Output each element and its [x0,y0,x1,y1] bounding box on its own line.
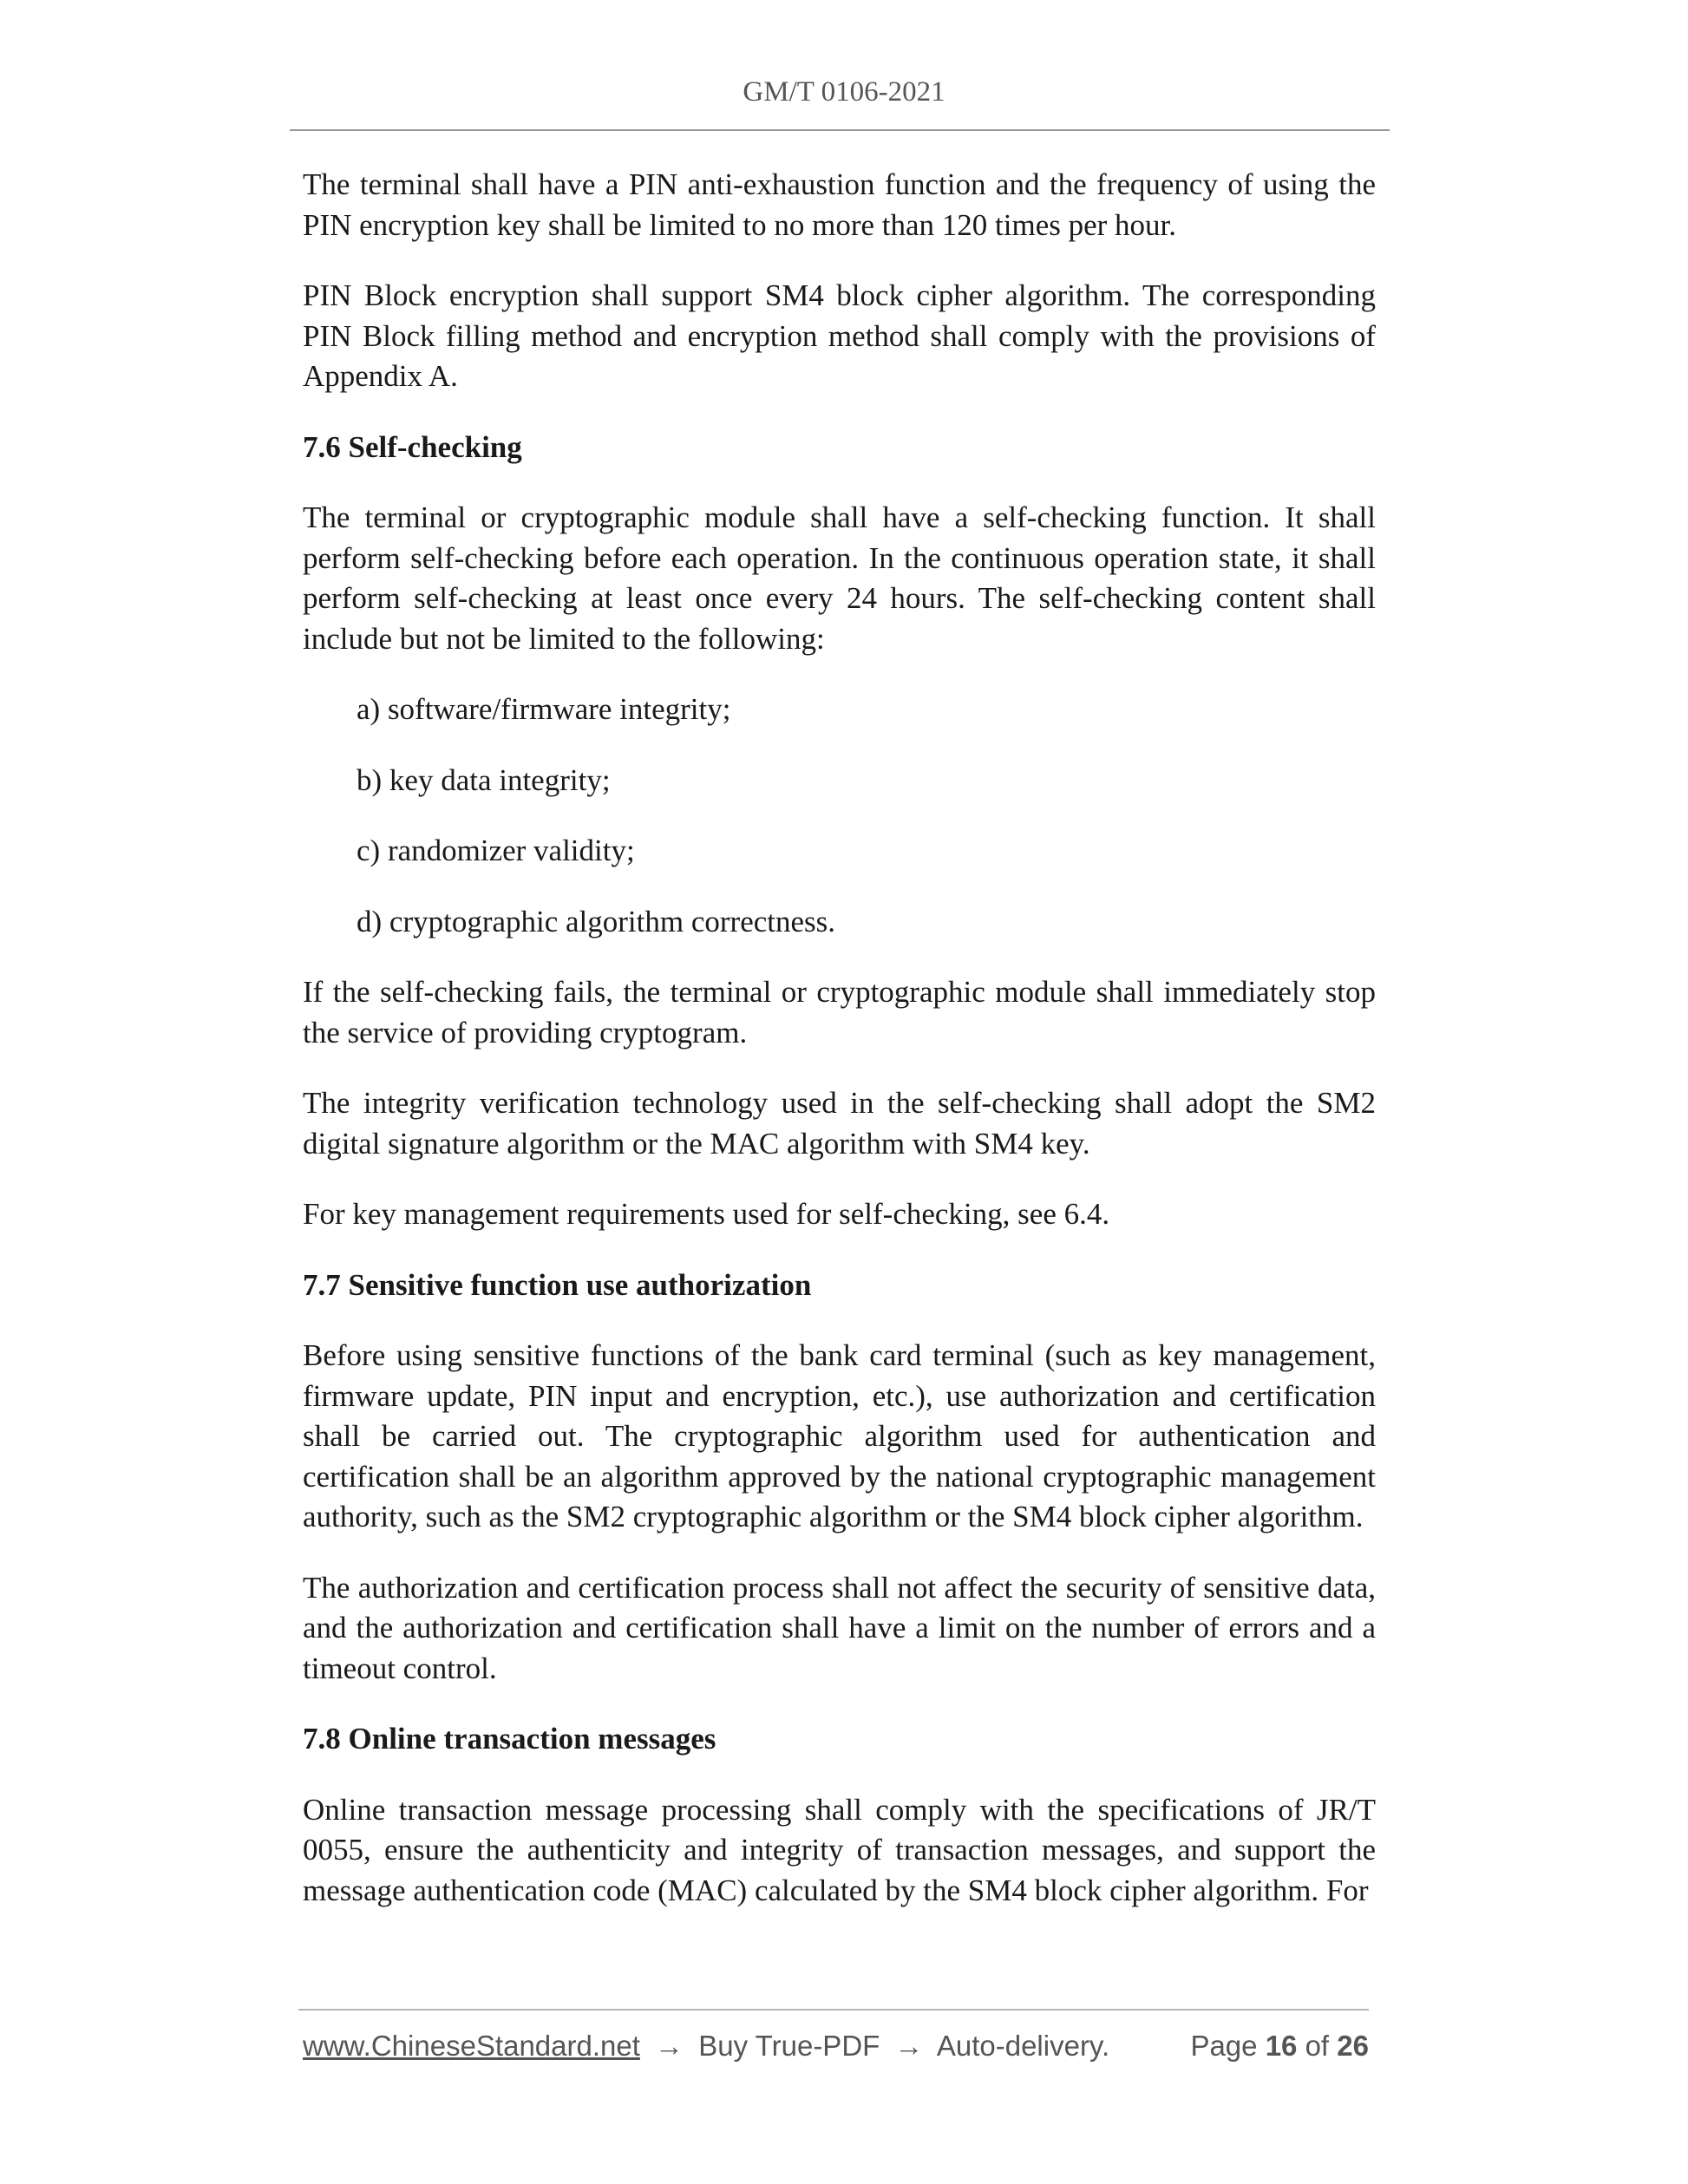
list-item-d: d) cryptographic algorithm correctness. [357,904,836,938]
list-item-c: c) randomizer validity; [357,834,635,867]
page-footer [303,2030,1369,2063]
paragraph-self-checking-function: The terminal or cryptographic module shall have a self-checking function. It shall perform self-checking before each operation. In the continuous operation state, it shall perform self-checking at least once every 24 hours. The self-checking content shall include but not be limited to the following: [303,500,1376,656]
arrow-right-icon: → [894,2030,924,2062]
list-item-b: b) key data integrity; [357,762,611,797]
list-item-a: a) software/firmware integrity; [357,692,731,726]
page-content [303,165,1376,1941]
site-link[interactable]: www.ChineseStandard.net [303,2030,640,2062]
section-heading-7-6: 7.6 Self-checking [303,429,522,464]
section-heading-7-7: 7.7 Sensitive function use authorization [303,1267,812,1302]
auto-delivery-text: Auto-delivery. [936,2030,1110,2062]
paragraph-sensitive-functions: Before using sensitive functions of the bank card terminal (such as key management, firmware update, PIN input and encryption, etc.), use authorization and certification shall be carried out. The cryptographic algorithm used for authentication and certification shall be an algorithm approved by the national cryptographic management authority, such as the SM2 cryptographic algorithm or the SM4 block cipher algorithm. [303,1338,1376,1533]
footer-promo [303,2030,1109,2063]
buy-true-pdf-text: Buy True-PDF [698,2030,880,2062]
page-word: Page [1190,2030,1258,2062]
paragraph-online-transaction: Online transaction message processing shall comply with the specifications of JR/T 0055, ensure the authenticity and integrity of transaction messages, and support the message authentication code (MAC) calculated by the SM4 block cipher algorithm. For [303,1792,1376,1907]
paragraph-pin-block-encryption: PIN Block encryption shall support SM4 block cipher algorithm. The corresponding PIN Block filling method and encryption method shall comply with the provisions of Appendix A. [303,278,1376,393]
paragraph-self-checking-fails: If the self-checking fails, the terminal or cryptographic module shall immediately stop the service of providing cryptogram. [303,975,1376,1049]
of-word: of [1305,2030,1330,2062]
section-heading-7-8: 7.8 Online transaction messages [303,1722,716,1756]
page-indicator [1190,2030,1369,2063]
footer-divider [298,2009,1369,2011]
arrow-right-icon: → [655,2030,684,2062]
document-code-header: GM/T 0106-2021 [743,76,945,108]
paragraph-pin-anti-exhaustion: The terminal shall have a PIN anti-exhaustion function and the frequency of using the PIN encryption key shall be limited to no more than 120 times per hour. [303,167,1376,242]
total-page-count: 26 [1337,2030,1369,2062]
paragraph-authorization-process: The authorization and certification process shall not affect the security of sensitive data, and the authorization and certification shall have a limit on the number of errors and a timeout control. [303,1570,1376,1685]
paragraph-integrity-verification: The integrity verification technology used in the self-checking shall adopt the SM2 digital signature algorithm or the MAC algorithm with SM4 key. [303,1086,1376,1161]
paragraph-key-management-reference: For key management requirements used for self-checking, see 6.4. [303,1197,1110,1231]
header-divider [290,129,1390,131]
current-page-number: 16 [1265,2030,1298,2062]
